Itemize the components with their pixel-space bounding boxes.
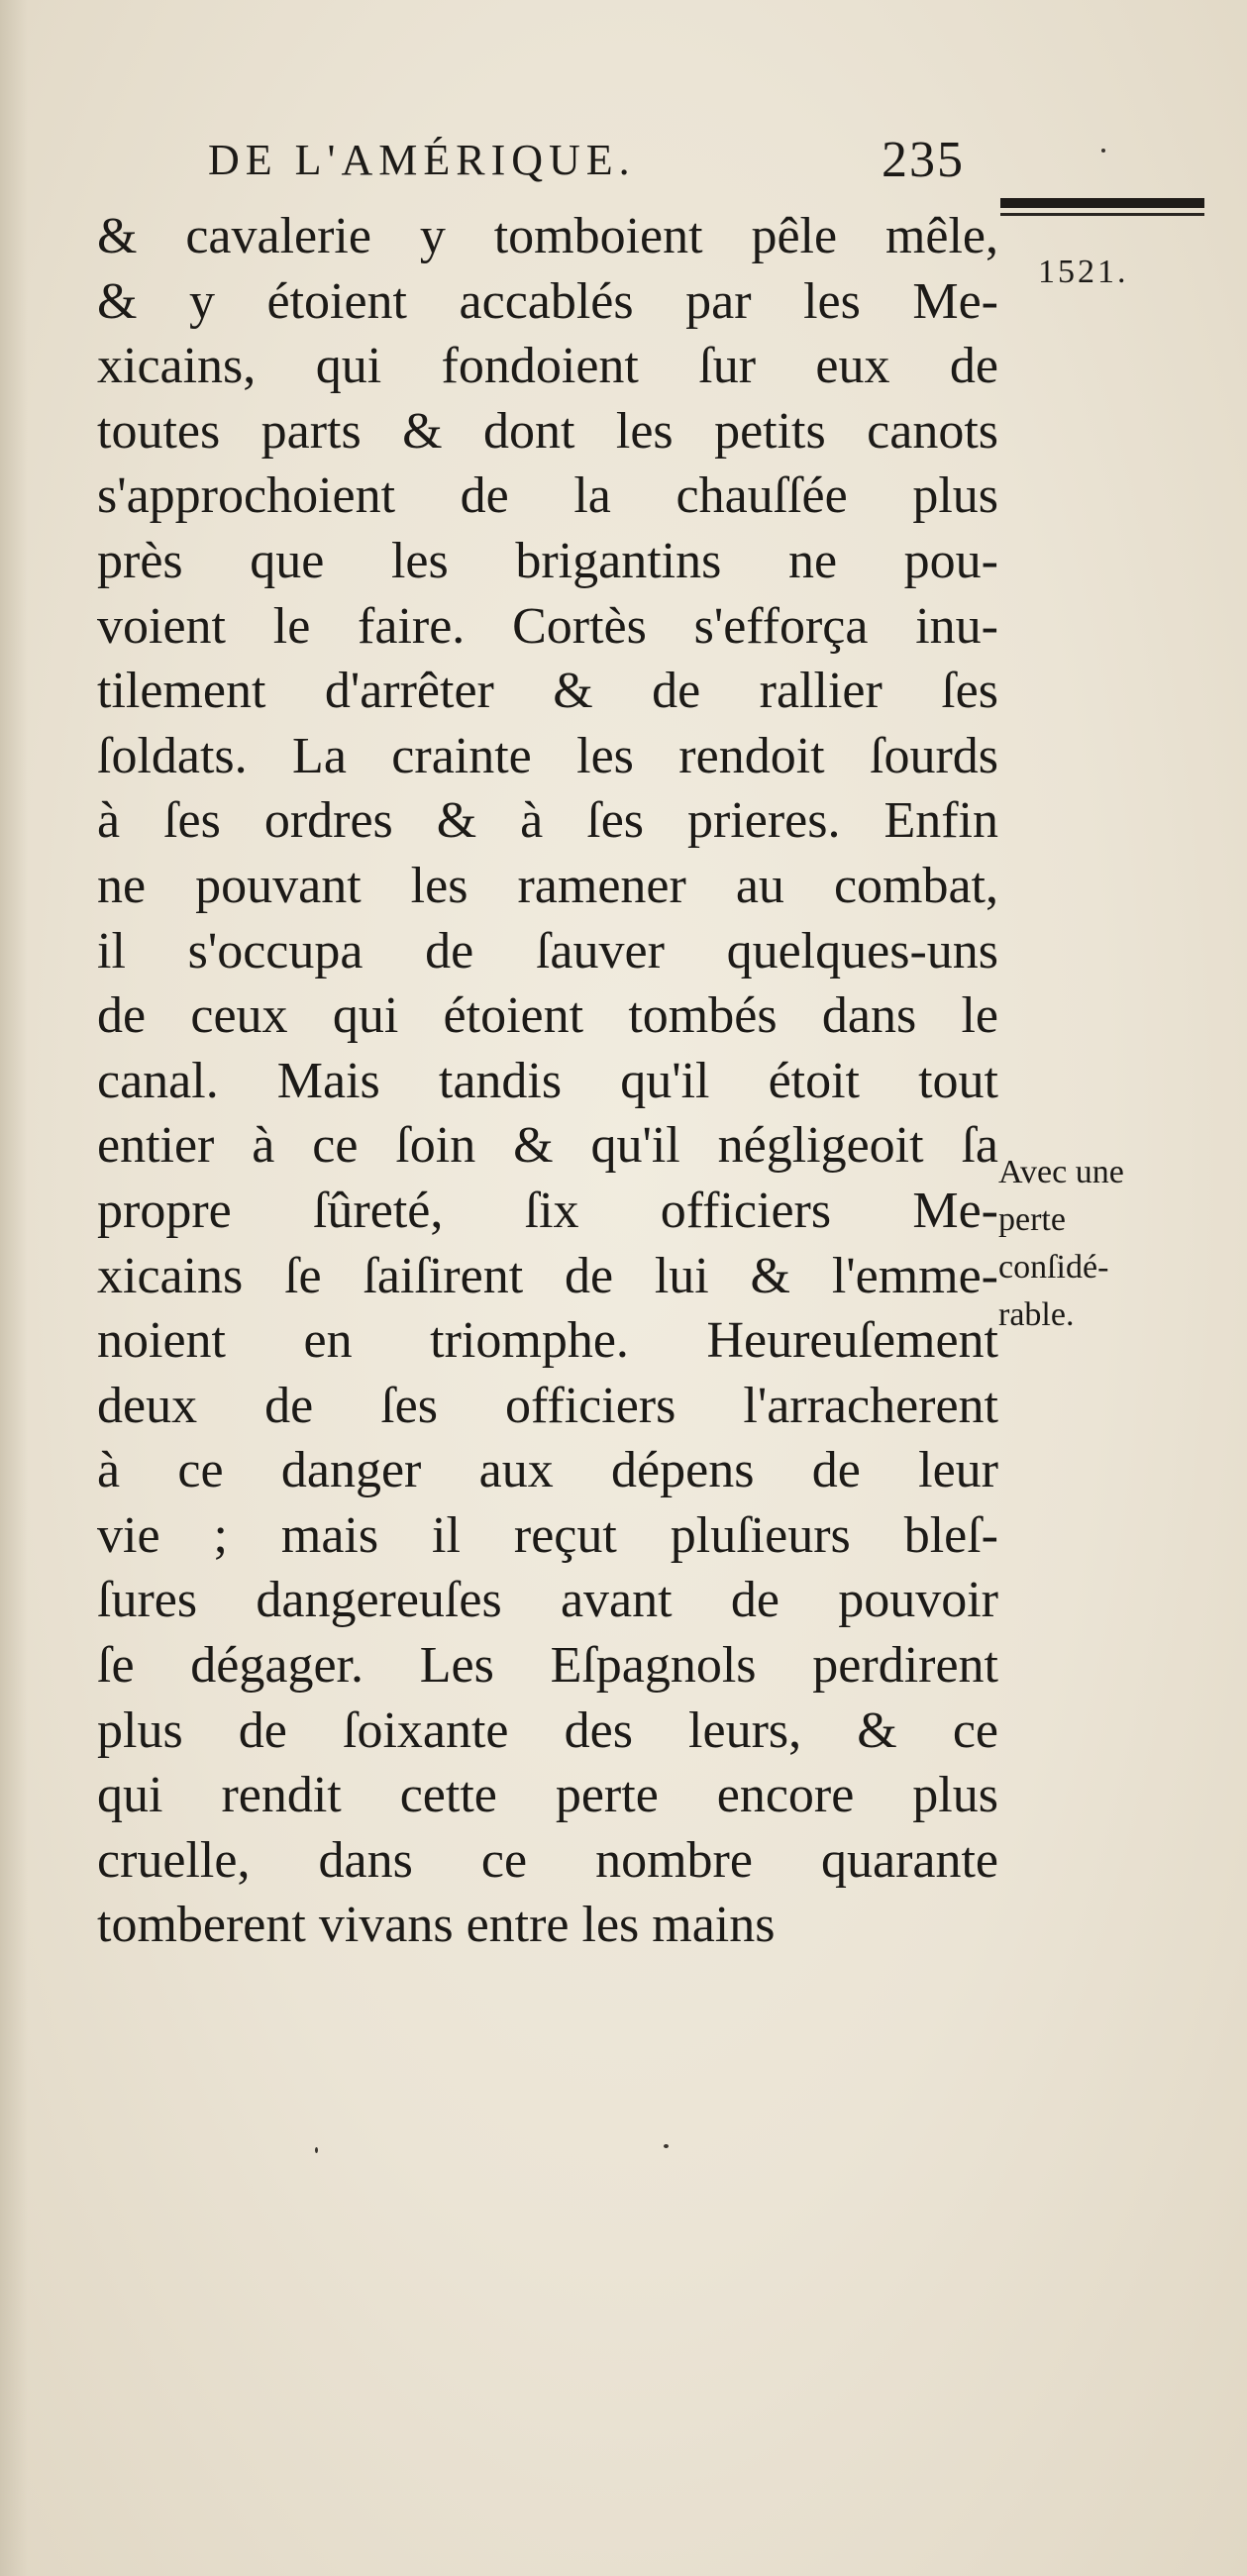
text-line: ſures dangereuſes avant de pouvoir	[97, 1572, 998, 1629]
text-line: près que les brigantins ne pou-	[97, 532, 998, 589]
margin-year: 1521.	[1038, 254, 1129, 290]
text-line: voient le faire. Cortès s'efforça inu-	[97, 597, 998, 655]
text-line: il s'occupa de ſauver quelques-uns	[97, 922, 998, 979]
paper-speck	[1101, 149, 1105, 153]
margin-rule	[1000, 198, 1204, 220]
text-line: noient en triomphe. Heureuſement	[97, 1312, 998, 1370]
text-line: toutes parts & dont les petits canots	[97, 402, 998, 460]
body-text	[97, 204, 998, 1958]
text-line: xicains, qui fondoient ſur eux de	[97, 338, 998, 395]
text-line: s'approchoient de la chauſſée plus	[97, 467, 998, 525]
text-line: ſoldats. La crainte les rendoit ſourds	[97, 727, 998, 784]
paper-speck	[664, 2144, 669, 2148]
running-head	[208, 131, 1000, 190]
running-head-title: DE L'AMÉRIQUE.	[208, 136, 636, 184]
text-line: propre ſûreté, ſix officiers Me-	[97, 1182, 998, 1239]
text-line: & cavalerie y tomboient pêle mêle,	[97, 208, 998, 264]
text-line: deux de ſes officiers l'arracherent	[97, 1377, 998, 1434]
margin-note-line: Avec une	[998, 1154, 1124, 1190]
text-line: canal. Mais tandis qu'il étoit tout	[97, 1052, 998, 1109]
text-line: qui rendit cette perte encore plus	[97, 1767, 998, 1824]
text-line: à ſes ordres & à ſes prieres. Enfin	[97, 792, 998, 850]
page-gutter-shadow	[0, 0, 28, 2576]
text-line: ſe dégager. Les Eſpagnols perdirent	[97, 1637, 998, 1695]
text-line: de ceux qui étoient tombés dans le	[97, 987, 998, 1045]
text-line: entier à ce ſoin & qu'il négligeoit ſa	[97, 1117, 998, 1175]
text-line: cruelle, dans ce nombre quarante	[97, 1831, 998, 1889]
text-line: tomberent vivans entre les mains	[97, 1897, 776, 1954]
margin-note-line: rable.	[998, 1296, 1075, 1333]
text-line: ne pouvant les ramener au combat,	[97, 857, 998, 914]
margin-rule-thin	[1000, 213, 1204, 216]
text-line: à ce danger aux dépens de leur	[97, 1442, 998, 1499]
margin-rule-thick	[1000, 198, 1204, 208]
text-line: vie ; mais il reçut pluſieurs bleſ-	[97, 1506, 998, 1564]
page-number: 235	[882, 132, 965, 188]
text-line: & y étoient accablés par les Me-	[97, 272, 998, 330]
margin-note	[998, 1149, 1236, 1339]
margin-note-line: perte	[998, 1201, 1066, 1238]
text-line: tilement d'arrêter & de rallier ſes	[97, 663, 998, 720]
margin-note-line: conſidé-	[998, 1249, 1109, 1286]
paper-speck	[315, 2147, 318, 2153]
text-line: plus de ſoixante des leurs, & ce	[97, 1701, 998, 1759]
text-line: xicains ſe ſaiſirent de lui & l'emme-	[97, 1247, 998, 1304]
